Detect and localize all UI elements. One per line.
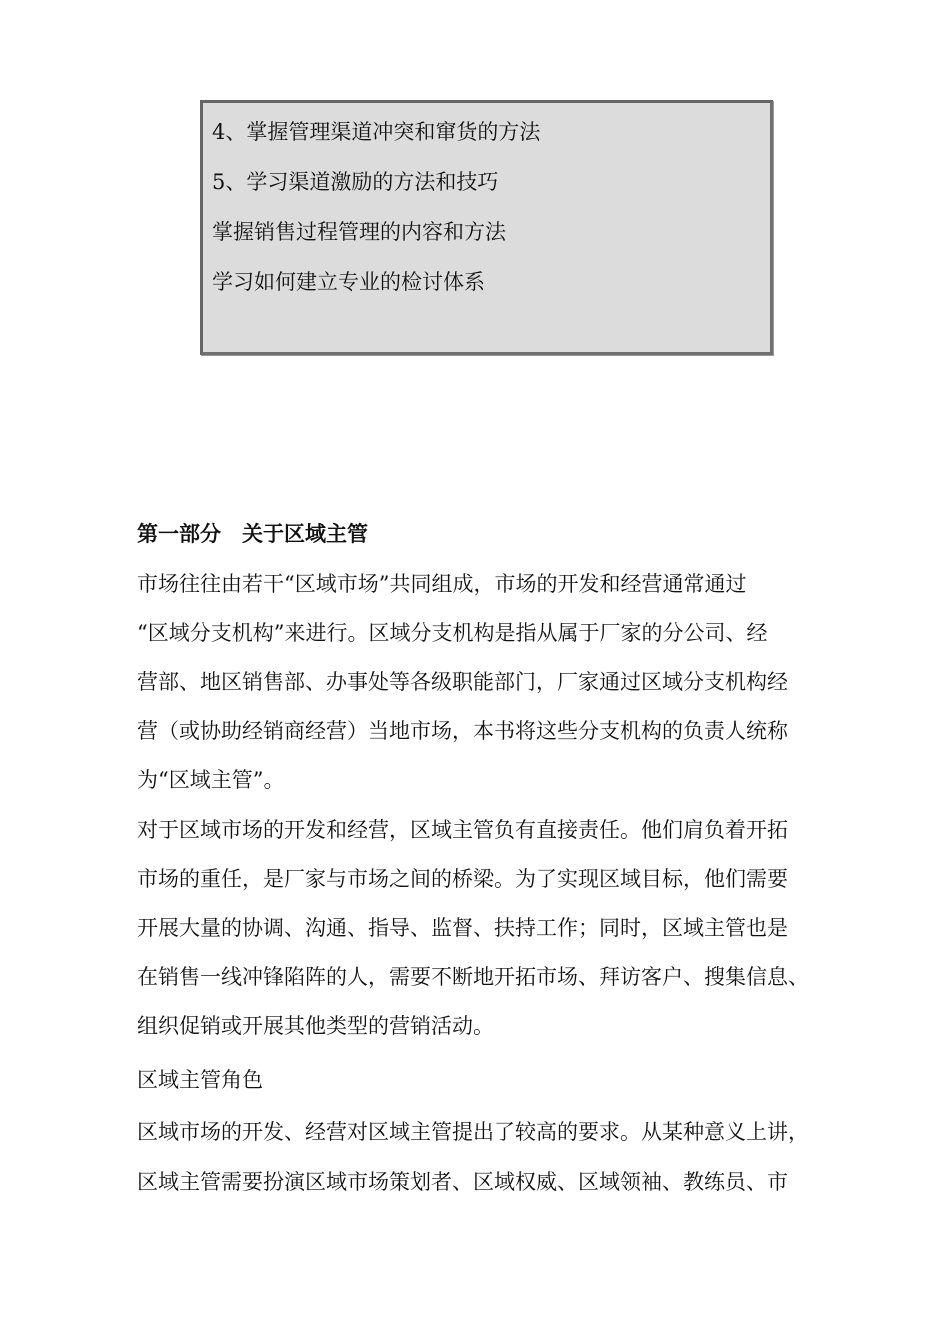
objective-line: 学习如何建立专业的检讨体系 — [212, 270, 485, 294]
section-heading: 第一部分 关于区域主管 — [137, 522, 368, 546]
paragraph-line: 组织促销或开展其他类型的营销活动。 — [137, 1014, 494, 1038]
paragraph-line: 市场的重任，是厂家与市场之间的桥梁。为了实现区域目标，他们需要 — [137, 867, 788, 891]
paragraph-line: 营部、地区销售部、办事处等各级职能部门，厂家通过区域分支机构经 — [137, 670, 788, 694]
paragraph-line: 对于区域市场的开发和经营，区域主管负有直接责任。他们肩负着开拓 — [137, 818, 788, 842]
objective-line: 4、掌握管理渠道冲突和窜货的方法 — [212, 120, 541, 144]
paragraph-line: 营（或协助经销商经营）当地市场，本书将这些分支机构的负责人统称 — [137, 719, 788, 743]
paragraph-line: 区域市场的开发、经营对区域主管提出了较高的要求。从某种意义上讲， — [137, 1120, 809, 1144]
paragraph-line: 开展大量的协调、沟通、指导、监督、扶持工作；同时，区域主管也是 — [137, 916, 788, 940]
objectives-box — [200, 100, 773, 355]
objective-line: 掌握销售过程管理的内容和方法 — [212, 220, 506, 244]
paragraph-line: 为“区域主管”。 — [137, 768, 285, 792]
objective-line: 5、学习渠道激励的方法和技巧 — [212, 170, 499, 194]
subheading: 区域主管角色 — [137, 1068, 263, 1092]
paragraph-line: 在销售一线冲锋陷阵的人，需要不断地开拓市场、拜访客户、搜集信息、 — [137, 965, 809, 989]
paragraph-line: “区域分支机构”来进行。区域分支机构是指从属于厂家的分公司、经 — [137, 621, 768, 645]
paragraph-line: 区域主管需要扮演区域市场策划者、区域权威、区域领袖、教练员、市 — [137, 1170, 788, 1194]
paragraph-line: 市场往往由若干“区域市场”共同组成，市场的开发和经营通常通过 — [137, 572, 747, 596]
